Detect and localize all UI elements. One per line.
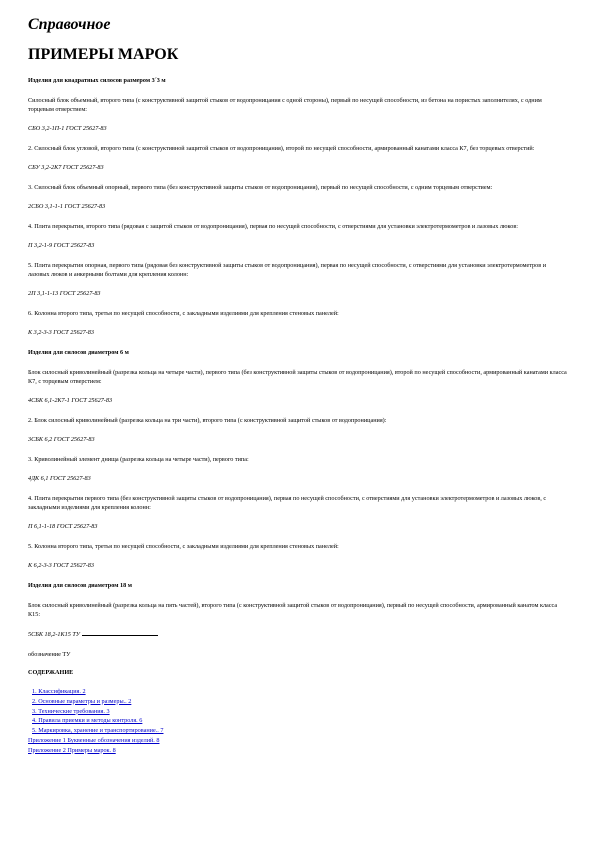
example-code: К 3,2-3-3 ГОСТ 25627-83 xyxy=(28,329,94,336)
example-text: 5. Плита перекрытия опорная, первого типа (рядовая без конструктивной защиты стыков от водопроницания), первая по несущей способности, с отверстиями для установки электротермометров и лазовых люков и анкерными болтами для крепления колонн: xyxy=(28,262,547,278)
toc-item xyxy=(28,687,567,697)
example-text: Силосный блок объемный, второго типа (с конструктивной защитой стыков от водопроницания с одной стороны), первый по несущей способности, из бетона на пористых заполнителях, с одним торцевым отверстием: xyxy=(28,97,542,113)
example-code: П 3,2-1-9 ГОСТ 25627-83 xyxy=(28,242,95,249)
example-text: 2. Силосный блок угловой, второго типа (с конструктивной защитой стыков от водопроницания), второй по несущей способности, армированный канатами класса К7, без торцевых отверстий: xyxy=(28,145,535,152)
example-code: СБО 3,2-1П-1 ГОСТ 25627-83 xyxy=(28,125,107,132)
example-text: 4. Плита перекрытия, второго типа (рядовая с защитой стыков от водопроницания), первая по несущей способности, с отверстиями для установки электротермометров и лазовых люков: xyxy=(28,223,518,230)
toc-link[interactable]: 2. Основные параметры и размеры.. 2 xyxy=(32,697,132,705)
section-heading: Изделия для квадратных силосов размером 3´3 м xyxy=(28,77,166,84)
section-heading: Изделия для силосов диаметром 18 м xyxy=(28,582,132,589)
toc-item xyxy=(28,746,567,756)
example-code: 2СБО 3,1-1-1 ГОСТ 25627-83 xyxy=(28,203,106,210)
toc-item xyxy=(28,697,567,707)
blank-line xyxy=(82,629,158,636)
example-code: П 6,1-1-18 ГОСТ 25627-83 xyxy=(28,523,98,530)
example-code: 4ДК 6,1 ГОСТ 25627-83 xyxy=(28,475,91,482)
example-code: 4СБК 6,1-2К7-1 ГОСТ 25627-83 xyxy=(28,397,113,404)
example-text: 2. Блок силосный криволинейный (разрезка кольца на три части), второго типа (с конструктивной защитой стыков от водопроницания): xyxy=(28,417,387,424)
example-code: СБУ 3,2-2К7 ГОСТ 25627-83 xyxy=(28,164,104,171)
toc-item xyxy=(28,707,567,717)
example-code: 3СБК 6,2 ГОСТ 25627-83 xyxy=(28,436,95,443)
toc-heading: СОДЕРЖАНИЕ xyxy=(28,669,74,676)
example-code: 5СБК 18,2-1К15 ТУ xyxy=(28,631,80,638)
example-text: 5. Колонна второго типа, третья по несущей способности, с закладными изделиями для крепления стеновых панелей: xyxy=(28,543,339,550)
example-text: 3. Криволинейный элемент днища (разрезка кольца на четыре части), первого типа: xyxy=(28,456,249,463)
page-title: ПРИМЕРЫ МАРОК xyxy=(28,46,179,63)
toc-item xyxy=(28,726,567,736)
toc-item xyxy=(28,716,567,726)
example-text: Блок силосный криволинейный (разрезка кольца на пять частей), второго типа (с конструктивной защитой стыков от водопроницания), первый по несущей способности, армированный канатом класса К15: xyxy=(28,602,558,618)
toc-item xyxy=(28,736,567,746)
appendix-label: Справочное xyxy=(28,16,111,33)
example-text: 6. Колонна второго типа, третья по несущей способности, с закладными изделиями для крепления стеновых панелей: xyxy=(28,310,339,317)
toc-link[interactable]: 3. Технические требования. 3 xyxy=(32,707,110,715)
example-text: 3. Силосный блок объемный опорный, первого типа (без конструктивной защиты стыков от водопроницания), первый по несущей способности, с одним торцевым отверстием: xyxy=(28,184,493,191)
toc-link[interactable]: Приложение 2 Примеры марок. 8 xyxy=(28,746,116,754)
example-code-with-blank xyxy=(28,629,567,639)
example-code: К 6,2-3-3 ГОСТ 25627-83 xyxy=(28,562,94,569)
toc-list xyxy=(28,687,567,756)
example-text: Блок силосный криволинейный (разрезка кольца на четыре части), первого типа (без конструктивной защиты стыков от водопроницания), второй по несущей способности, армированный канатами класса К7, с торцевым отверстием: xyxy=(28,369,567,385)
toc-link[interactable]: 4. Правила приемки и методы контроля. 6 xyxy=(32,717,143,725)
tu-note: обозначение ТУ xyxy=(28,651,71,658)
example-code: 2П 3,1-1-13 ГОСТ 25627-83 xyxy=(28,290,101,297)
toc-link[interactable]: Приложение 1 Буквенные обозначения изделий. 8 xyxy=(28,736,160,744)
toc-link[interactable]: 5. Маркировка, хранение и транспортирование.. 7 xyxy=(32,727,164,735)
example-text: 4. Плита перекрытия первого типа (без конструктивной защиты стыков от водопроницания), первая по несущей способности, с отверстиями для установки электротермометров и лазовых люков, с закладными изделиями для крепления колонн: xyxy=(28,495,547,511)
section-heading: Изделия для силосов диаметром 6 м xyxy=(28,349,129,356)
toc-link[interactable]: 1. Классификация. 2 xyxy=(32,688,86,695)
